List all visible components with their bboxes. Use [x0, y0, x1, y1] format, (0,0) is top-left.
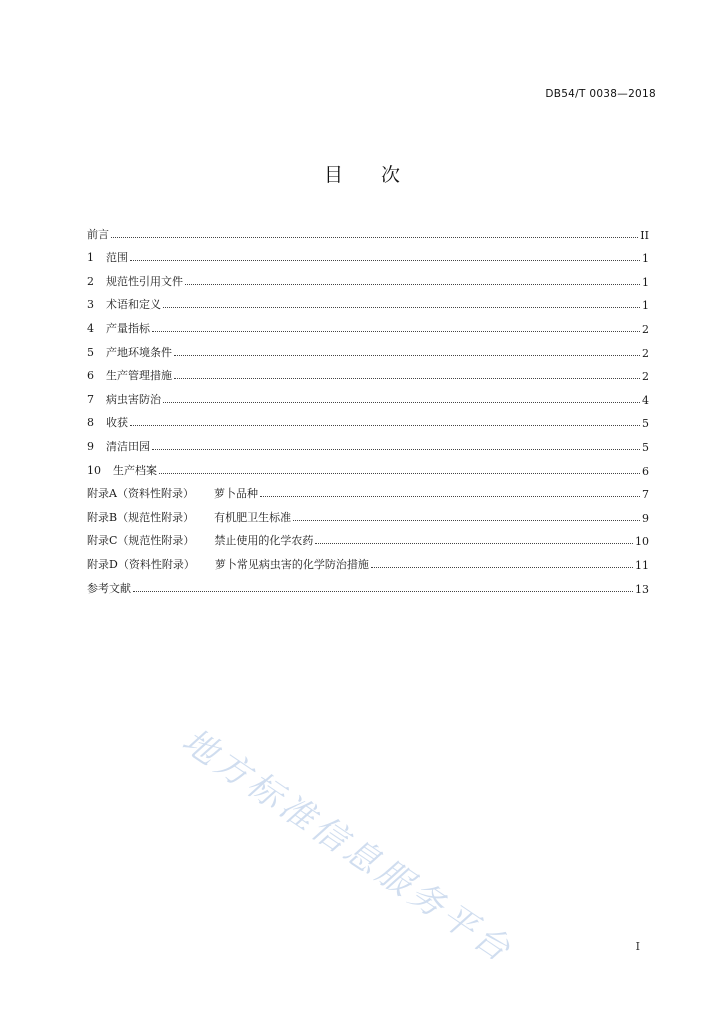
toc-dot-leader: [185, 284, 640, 285]
toc-page-number: 2: [642, 370, 649, 384]
toc-dot-leader: [293, 520, 640, 521]
toc-entry-title: 参考文献: [87, 581, 131, 595]
toc-page-number: II: [640, 228, 649, 242]
toc-dot-leader: [130, 260, 640, 261]
toc-entry-10[interactable]: [87, 454, 649, 478]
toc-entry-number: 2: [87, 274, 94, 288]
toc-page-number: 4: [642, 393, 649, 407]
toc-entry-title: 禁止使用的化学农药: [214, 534, 314, 548]
toc-page-number: 1: [642, 299, 649, 313]
toc-entry-number: 7: [87, 392, 94, 406]
toc-page-number: 5: [642, 417, 649, 431]
toc-entry-title: 产量指标: [106, 321, 150, 335]
toc-page-number: 2: [642, 346, 649, 360]
toc-entry-number: 10: [87, 463, 101, 477]
toc-entry-foreword[interactable]: [87, 218, 649, 242]
watermark: 地方标准信息服务平台: [174, 720, 521, 973]
toc-entry-1[interactable]: [87, 242, 649, 266]
toc-dot-leader: [260, 496, 640, 497]
toc-page-number: 7: [642, 488, 649, 502]
toc-entry-title: 病虫害防治: [106, 392, 161, 406]
toc-page-number: 10: [635, 535, 649, 549]
toc-dot-leader: [371, 567, 633, 568]
toc-dot-leader: [130, 425, 640, 426]
toc-page-number: 6: [642, 464, 649, 478]
toc-page-number: 13: [635, 582, 649, 596]
toc-entry-2[interactable]: [87, 265, 649, 289]
toc-entry-3[interactable]: [87, 289, 649, 313]
toc-entry-title: 萝卜品种: [213, 487, 258, 501]
toc-dot-leader: [152, 331, 640, 332]
toc-entry-8[interactable]: [87, 407, 649, 431]
toc-entry-number: 4: [87, 321, 94, 335]
toc-appendix-label: 附录C（规范性附录）: [87, 534, 195, 548]
toc-entry-number: 8: [87, 416, 94, 430]
toc-entry-number: 1: [87, 251, 94, 265]
toc-appendix-label: 附录A（资料性附录）: [87, 487, 194, 501]
toc-appendix-label: 附录B（规范性附录）: [87, 510, 195, 524]
toc-entry-9[interactable]: [87, 430, 649, 454]
toc-entry-title: 生产档案: [113, 463, 157, 477]
toc-entry-title: 规范性引用文件: [106, 274, 183, 288]
toc-entry-title: 前言: [87, 227, 109, 241]
toc-entry-number: 9: [87, 439, 94, 453]
toc-page-number: 9: [642, 511, 649, 525]
toc-entry-title: 有机肥卫生标准: [214, 510, 292, 524]
toc-dot-leader: [163, 307, 640, 308]
toc-entry-appendix-c[interactable]: [87, 525, 649, 549]
toc-entry-appendix-a[interactable]: [87, 478, 649, 502]
toc-dot-leader: [152, 449, 640, 450]
toc-dot-leader: [174, 378, 640, 379]
toc-entry-title: 清洁田园: [106, 439, 150, 453]
toc-page-number: 2: [642, 322, 649, 336]
toc-dot-leader: [163, 402, 640, 403]
toc-entry-7[interactable]: [87, 383, 649, 407]
toc-entry-title: 范围: [106, 251, 128, 265]
toc-dot-leader: [174, 355, 640, 356]
toc-entry-title: 收获: [106, 416, 128, 430]
toc-entry-appendix-d[interactable]: [87, 548, 649, 572]
toc-page-number: 5: [642, 440, 649, 454]
toc-entry-title: 术语和定义: [106, 298, 161, 312]
toc-appendix-label: 附录D（资料性附录）: [87, 557, 195, 571]
toc-entry-references[interactable]: [87, 572, 649, 596]
table-of-contents: [87, 218, 649, 596]
toc-dot-leader: [159, 473, 640, 474]
toc-entry-number: 3: [87, 298, 94, 312]
toc-entry-title: 产地环境条件: [106, 345, 172, 359]
toc-entry-appendix-b[interactable]: [87, 501, 649, 525]
toc-dot-leader: [133, 591, 633, 592]
toc-entry-number: 6: [87, 369, 94, 383]
page-number: I: [635, 940, 640, 953]
toc-entry-6[interactable]: [87, 360, 649, 384]
toc-entry-4[interactable]: [87, 312, 649, 336]
toc-dot-leader: [111, 237, 638, 238]
toc-page-number: 1: [642, 275, 649, 289]
toc-entry-title: 生产管理措施: [106, 369, 172, 383]
document-code: DB54/T 0038—2018: [545, 88, 656, 100]
toc-page-number: 1: [642, 252, 649, 266]
toc-dot-leader: [315, 543, 633, 544]
toc-entry-title: 萝卜常见病虫害的化学防治措施: [214, 557, 369, 571]
toc-page-number: 11: [635, 558, 649, 572]
toc-entry-5[interactable]: [87, 336, 649, 360]
page-title: 目 次: [323, 164, 417, 186]
toc-entry-number: 5: [87, 345, 94, 359]
